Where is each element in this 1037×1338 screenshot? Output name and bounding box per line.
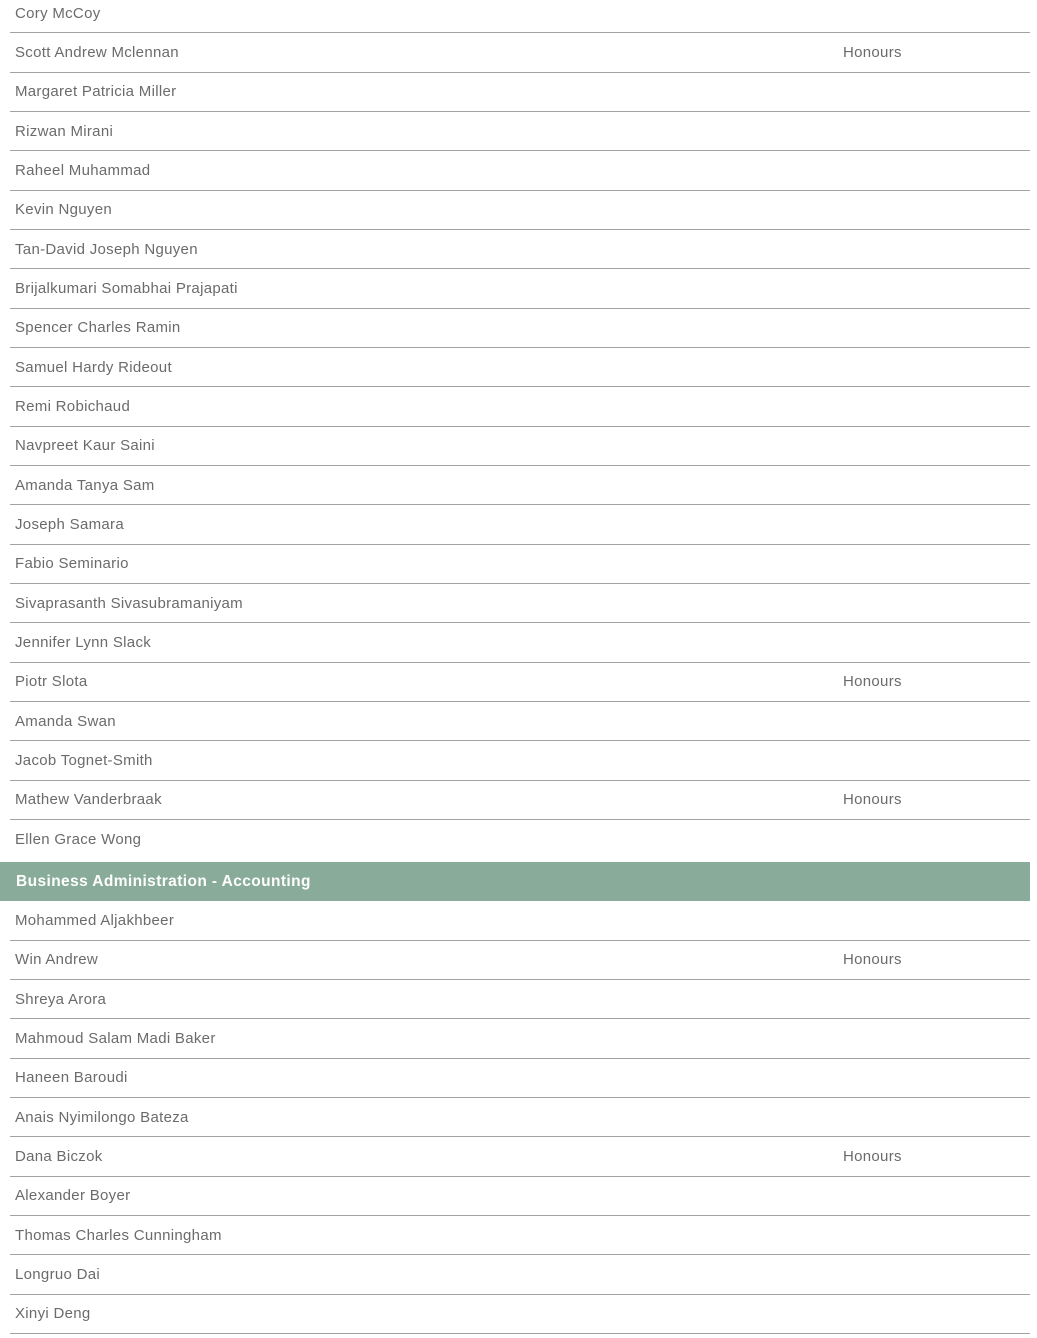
award-designation: Honours bbox=[843, 1147, 902, 1165]
graduate-name: Piotr Slota bbox=[15, 673, 88, 691]
graduate-name: Rizwan Mirani bbox=[15, 122, 114, 140]
graduate-row bbox=[10, 427, 1030, 466]
graduate-name: Scott Andrew Mclennan bbox=[15, 43, 179, 61]
graduate-row bbox=[10, 941, 1030, 980]
section-header-title: Business Administration - Accounting bbox=[16, 872, 311, 890]
graduate-name: Sivaprasanth Sivasubramaniyam bbox=[15, 594, 243, 612]
graduate-row bbox=[10, 1216, 1030, 1255]
graduate-name: Win Andrew bbox=[15, 951, 99, 969]
graduate-name: Alexander Boyer bbox=[15, 1187, 131, 1205]
graduate-name: Navpreet Kaur Saini bbox=[15, 437, 155, 455]
graduate-name: Samuel Hardy Rideout bbox=[15, 358, 172, 376]
graduate-row bbox=[10, 466, 1030, 505]
graduate-name: Tan-David Joseph Nguyen bbox=[15, 240, 198, 258]
graduate-row bbox=[10, 348, 1030, 387]
graduate-row bbox=[10, 1255, 1030, 1294]
graduate-name: Thomas Charles Cunningham bbox=[15, 1226, 222, 1244]
graduate-name: Joseph Samara bbox=[15, 515, 124, 533]
graduate-row bbox=[10, 820, 1030, 859]
graduate-row bbox=[10, 505, 1030, 544]
graduate-row bbox=[10, 1177, 1030, 1216]
graduate-name: Xinyi Deng bbox=[15, 1305, 91, 1323]
award-designation: Honours bbox=[843, 791, 902, 809]
graduate-name: Longruo Dai bbox=[15, 1265, 101, 1283]
graduate-row bbox=[10, 545, 1030, 584]
graduate-row bbox=[10, 1295, 1030, 1334]
graduate-row bbox=[10, 663, 1030, 702]
graduate-row bbox=[10, 191, 1030, 230]
graduate-name: Spencer Charles Ramin bbox=[15, 319, 181, 337]
graduate-name: Brijalkumari Somabhai Prajapati bbox=[15, 279, 238, 297]
graduate-row bbox=[10, 901, 1030, 940]
graduate-name: Amanda Swan bbox=[15, 712, 116, 730]
graduate-name: Dana Biczok bbox=[15, 1147, 103, 1165]
graduate-row bbox=[10, 623, 1030, 662]
graduate-row bbox=[10, 309, 1030, 348]
graduate-name: Margaret Patricia Miller bbox=[15, 83, 177, 101]
graduate-name: Jacob Tognet-Smith bbox=[15, 751, 153, 769]
graduate-row bbox=[10, 1137, 1030, 1176]
graduate-name: Fabio Seminario bbox=[15, 555, 129, 573]
graduate-name: Amanda Tanya Sam bbox=[15, 476, 155, 494]
graduate-row bbox=[10, 1019, 1030, 1058]
graduate-row bbox=[10, 781, 1030, 820]
graduate-row bbox=[10, 741, 1030, 780]
award-designation: Honours bbox=[843, 951, 902, 969]
graduate-name: Raheel Muhammad bbox=[15, 161, 151, 179]
award-designation: Honours bbox=[843, 43, 902, 61]
graduate-row bbox=[10, 584, 1030, 623]
graduate-row bbox=[10, 73, 1030, 112]
graduate-row bbox=[10, 387, 1030, 426]
graduate-name: Ellen Grace Wong bbox=[15, 831, 142, 849]
graduate-row bbox=[10, 112, 1030, 151]
graduate-row bbox=[10, 980, 1030, 1019]
graduate-name: Anais Nyimilongo Bateza bbox=[15, 1108, 189, 1126]
graduate-name: Shreya Arora bbox=[15, 990, 107, 1008]
graduate-name: Jennifer Lynn Slack bbox=[15, 633, 152, 651]
graduate-name: Kevin Nguyen bbox=[15, 201, 112, 219]
graduate-name: Cory McCoy bbox=[15, 4, 101, 22]
graduate-row bbox=[10, 0, 1030, 33]
graduate-row bbox=[10, 1059, 1030, 1098]
section-header bbox=[0, 862, 1030, 901]
graduate-row bbox=[10, 33, 1030, 72]
graduate-name: Mohammed Aljakhbeer bbox=[15, 911, 175, 929]
graduate-row bbox=[10, 151, 1030, 190]
award-designation: Honours bbox=[843, 673, 902, 691]
graduate-row bbox=[10, 1098, 1030, 1137]
graduate-name: Mahmoud Salam Madi Baker bbox=[15, 1029, 216, 1047]
graduate-row bbox=[10, 230, 1030, 269]
graduate-row bbox=[10, 269, 1030, 308]
graduate-name: Haneen Baroudi bbox=[15, 1069, 128, 1087]
graduate-name: Remi Robichaud bbox=[15, 397, 131, 415]
graduate-row bbox=[10, 702, 1030, 741]
graduate-name: Mathew Vanderbraak bbox=[15, 791, 162, 809]
